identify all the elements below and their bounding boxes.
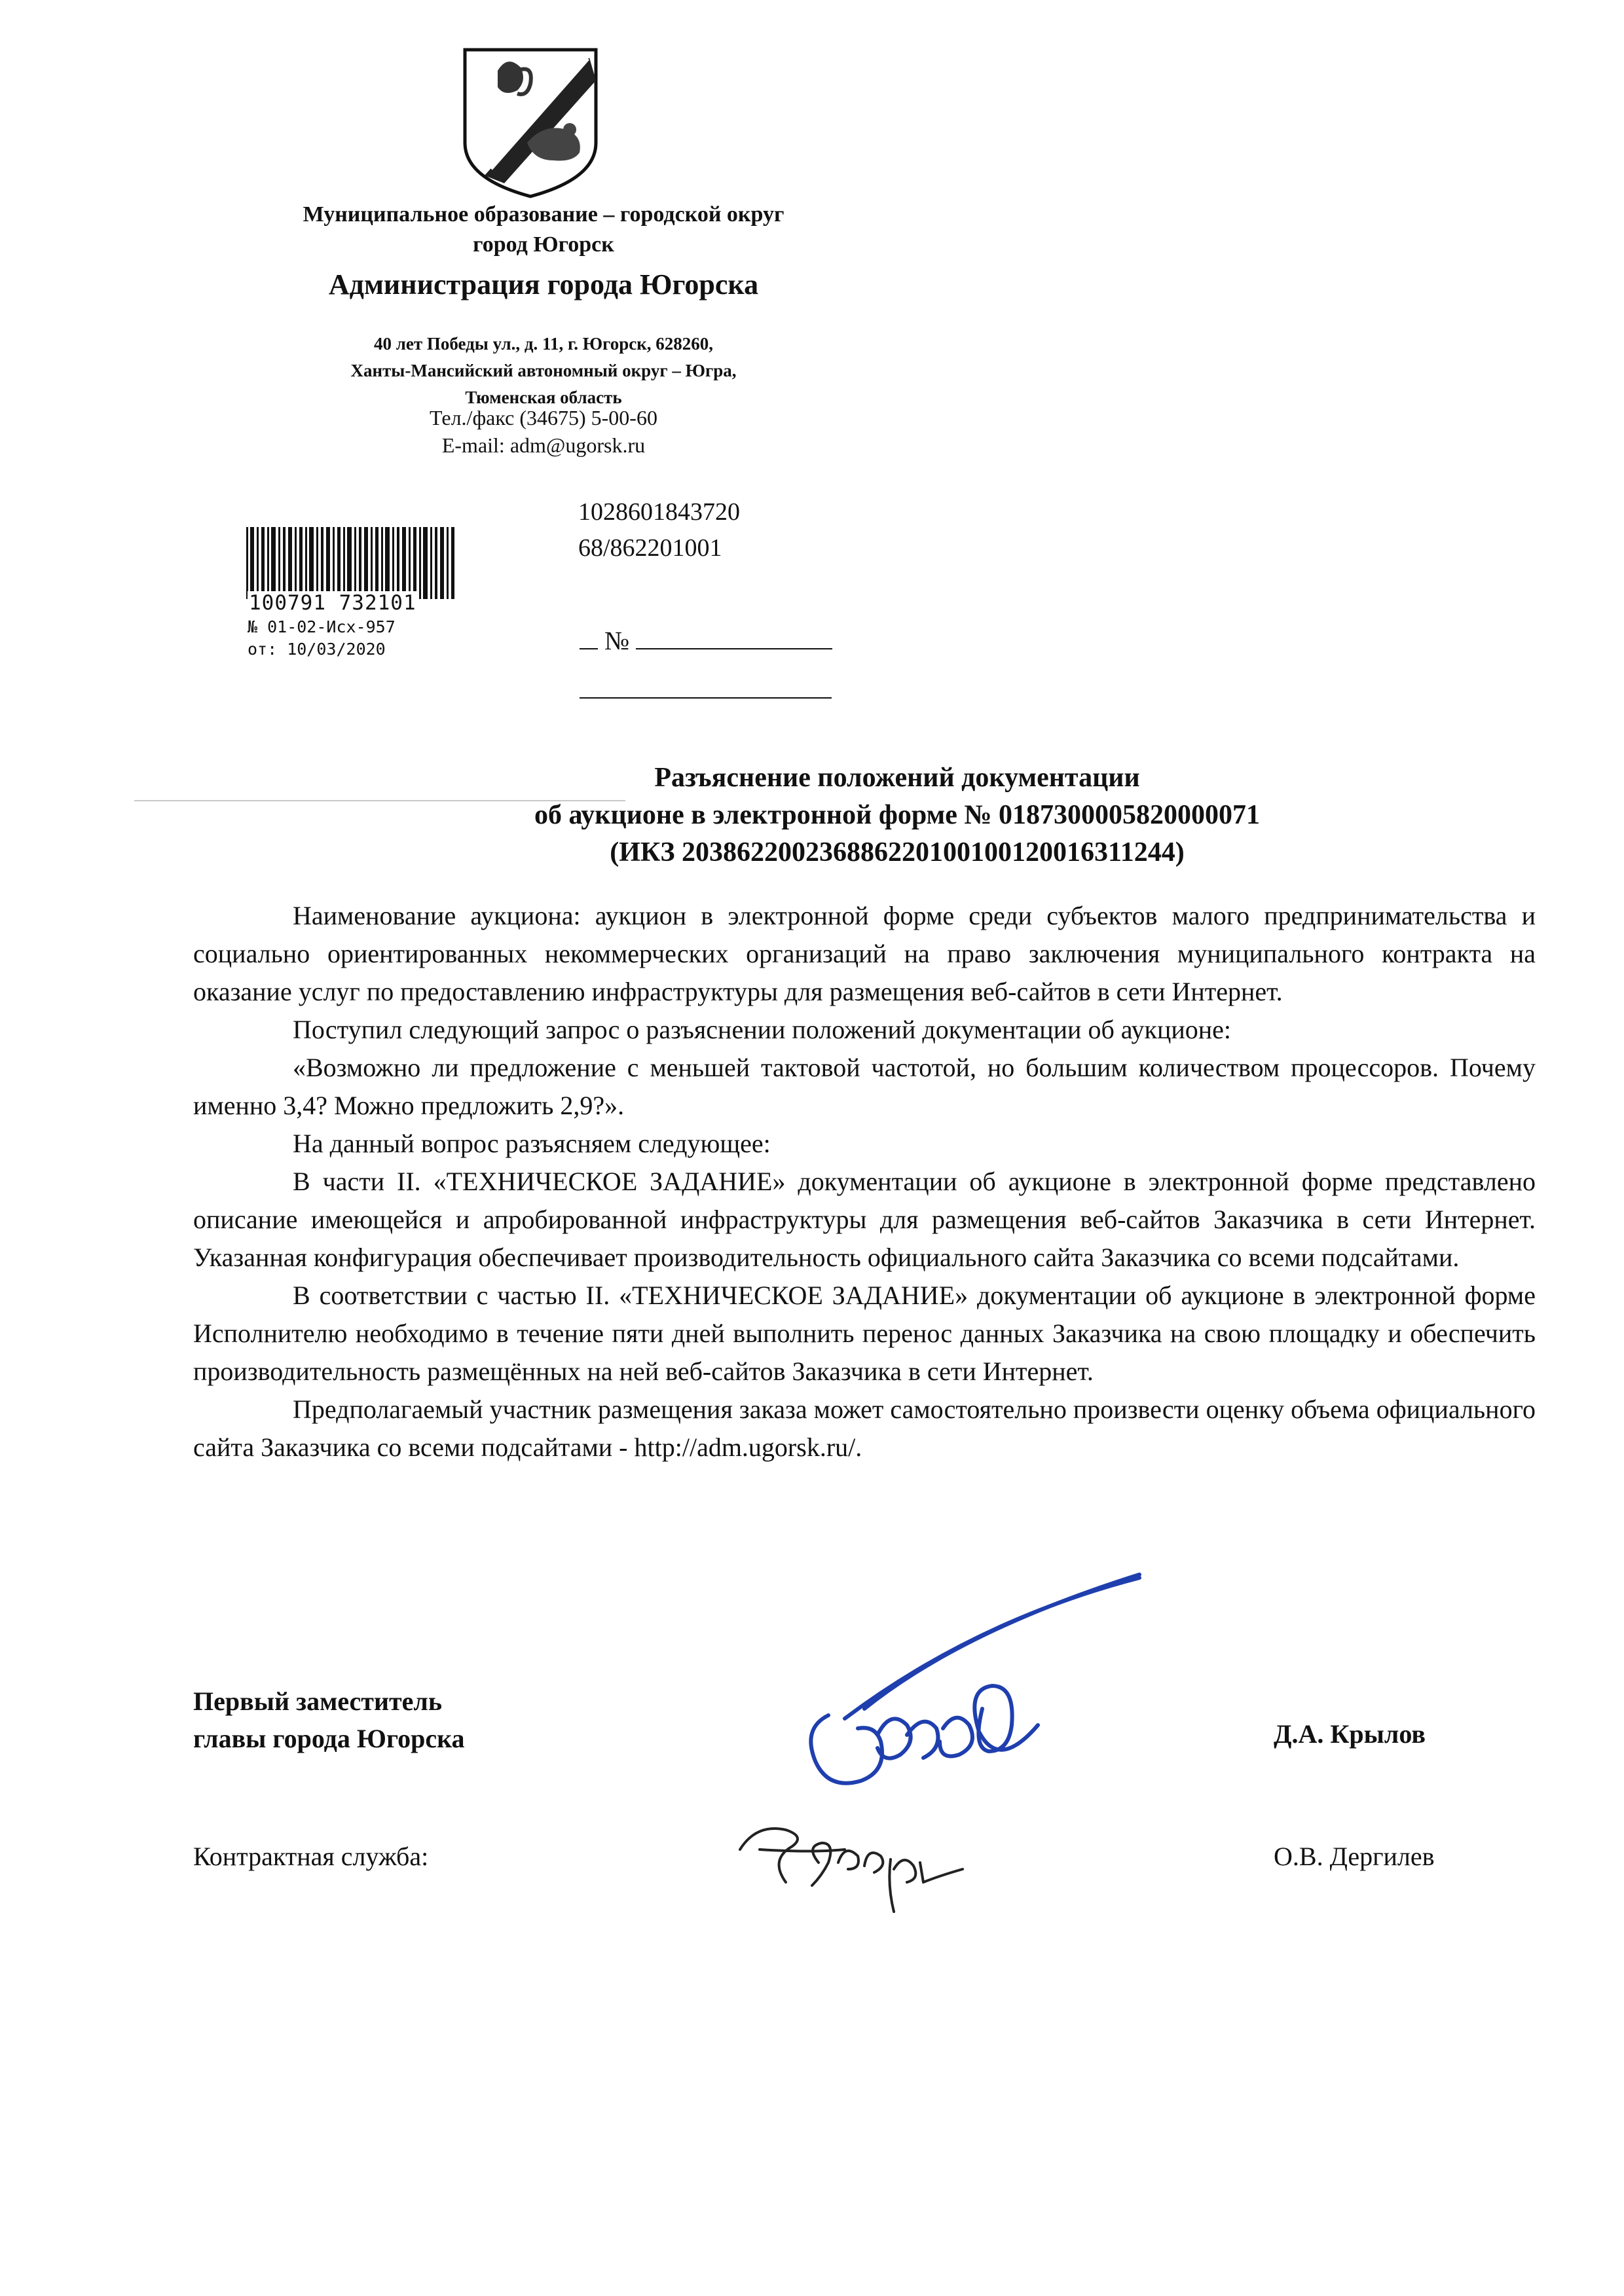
registration-number: № 01-02-Исх-957 [248, 617, 396, 636]
title-line-3: (ИКЗ 203862200236886220100100120016311244) [610, 837, 1185, 867]
reference-blank-line [580, 697, 832, 699]
paragraph-answer-2: В соответствии с частью II. «ТЕХНИЧЕСКОЕ ЗАДАНИЕ» документации об аукционе в электронной форме Исполнителю необходимо в течение пяти дней выполнить перенос данных Заказчика на свою площадку и обеспечить производительность размещённых на ней веб-сайтов Заказчика в сети Интернет. [193, 1281, 1536, 1386]
registration-date: от: 10/03/2020 [248, 640, 386, 659]
signer-position-line-1: Первый заместитель [193, 1686, 442, 1716]
number-sign: № [604, 626, 630, 655]
number-field [580, 625, 832, 656]
date-blank-line [580, 626, 598, 649]
contacts [183, 404, 904, 459]
paragraph-answer-1: В части II. «ТЕХНИЧЕСКОЕ ЗАДАНИЕ» документации об аукционе в электронной форме представлено описание имеющейся и апробированной инфраструктуры для размещения веб-сайтов Заказчика в сети Интернет. Указанная конфигурация обеспечивает производительность официального сайта Заказчика со всеми подсайтами. [193, 1167, 1536, 1272]
title-line-1: Разъяснение положений документации [654, 763, 1140, 793]
organization-name [183, 200, 904, 260]
address-line-1: 40 лет Победы ул., д. 11, г. Югорск, 628260, [373, 334, 714, 354]
ogrn: 1028601843720 [578, 498, 740, 526]
document-body [193, 897, 1536, 1467]
org-line-1: Муниципальное образование – городской округ [303, 202, 784, 227]
signer-name: Д.А. Крылов [1274, 1719, 1426, 1749]
contract-service-label: Контрактная служба: [193, 1842, 429, 1871]
title-line-2: об аукционе в электронной форме № 0187300005820000071 [534, 800, 1261, 830]
paragraph-request-intro: Поступил следующий запрос о разъяснении положений документации об аукционе: [293, 1015, 1232, 1044]
barcode-number: 100791 732101 [249, 591, 416, 615]
contract-service-name: О.В. Дергилев [1274, 1842, 1435, 1871]
document-title [190, 759, 1604, 871]
signature-krylov-icon [766, 1571, 1159, 1820]
number-blank-line [636, 626, 832, 649]
signature-dergilev-icon [733, 1800, 982, 1931]
coat-of-arms-icon [458, 45, 602, 202]
paragraph-answer-intro: На данный вопрос разъясняем следующее: [293, 1129, 771, 1158]
inn-kpp: 68/862201001 [578, 534, 722, 562]
signer-position-line-2: главы города Югорска [193, 1724, 465, 1753]
org-line-2: город Югорск [473, 232, 614, 257]
paragraph-request-quote: «Возможно ли предложение с меньшей тактовой частотой, но большим количеством процессоров. Почему именно 3,4? Можно предложить 2,9?». [193, 1053, 1536, 1120]
phone-fax: Тел./факс (34675) 5-00-60 [430, 406, 657, 429]
administration-name: Администрация города Югорска [328, 268, 759, 301]
signer-position [193, 1683, 465, 1757]
email: E-mail: adm@ugorsk.ru [441, 433, 646, 457]
address-line-2: Ханты-Мансийский автономный округ – Югра, [350, 361, 737, 380]
paragraph-auction-name: Наименование аукциона: аукцион в электронной форме среди субъектов малого предпринимательства и социально ориентированных некоммерческих организаций на право заключения муниципального контракта на оказание услуг по предоставлению инфраструктуры для размещения веб-сайтов в сети Интернет. [193, 901, 1536, 1006]
address [183, 331, 904, 411]
address-line-3: Тюменская область [465, 388, 622, 407]
paragraph-answer-3: Предполагаемый участник размещения заказа может самостоятельно произвести оценку объема официального сайта Заказчика со всеми подсайтами - http://adm.ugorsk.ru/. [193, 1394, 1536, 1462]
